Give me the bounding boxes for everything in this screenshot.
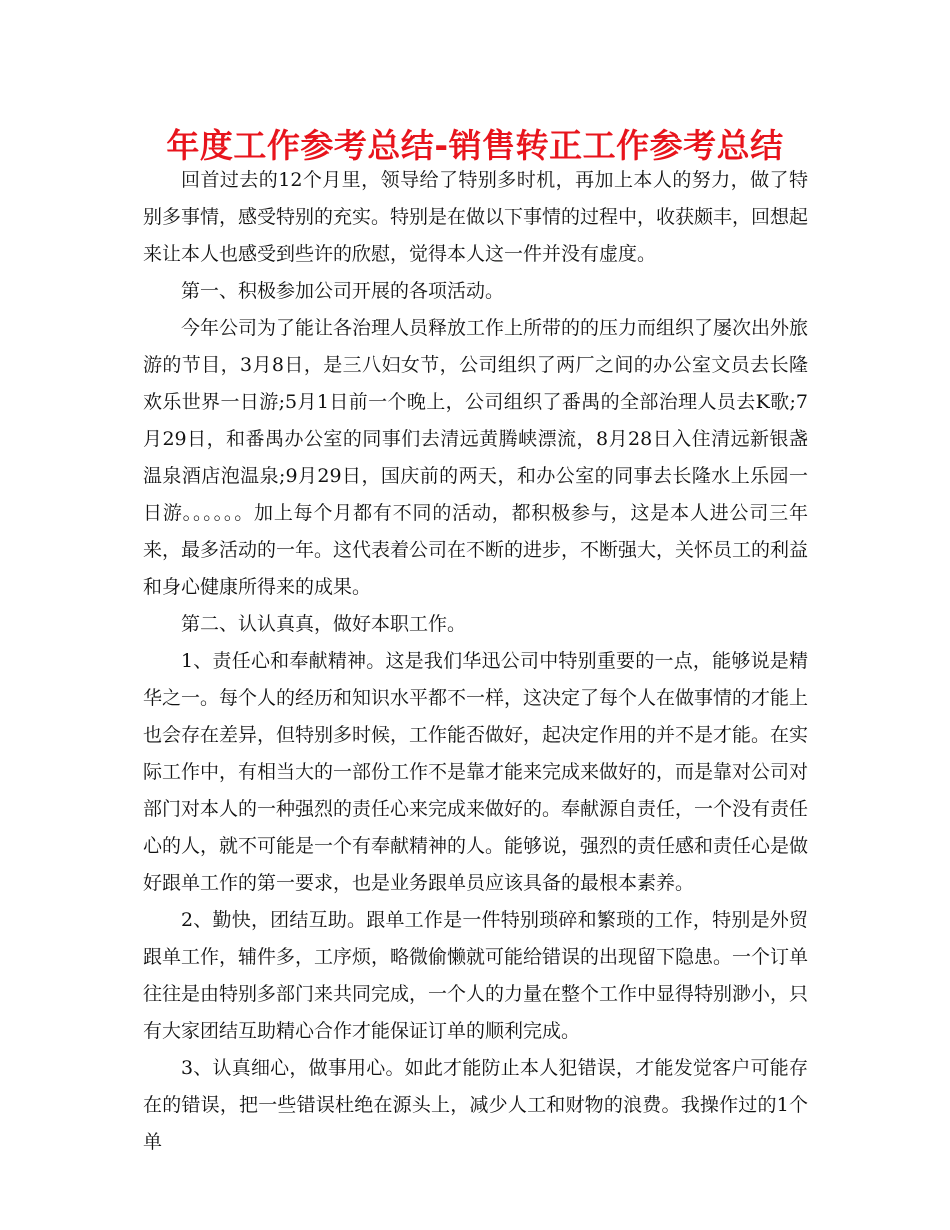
section-heading-1: 第一、积极参加公司开展的各项活动。 bbox=[181, 280, 505, 302]
paragraph-carefulness: 3、认真细心，做事用心。如此才能防止本人犯错误，才能发觉客户可能存在的错误，把一些错误杜绝在源头上，减少人工和财物的浪费。我操作过的1个单 bbox=[143, 1057, 808, 1153]
paragraph-activities: 今年公司为了能让各治理人员释放工作上所带的的压力而组织了屡次出外旅游的节目，3月8日，是三八妇女节，公司组织了两厂之间的办公室文员去长隆欢乐世界一日游;5月1日前一个晚上，公司组织了番禺的全部治理人员去K歌;7月29日，和番禺办公室的同事们去清远黄腾峡漂流，8月28日入住清远新银盏温泉酒店泡温泉;9月29日，国庆前的两天，和办公室的同事去长隆水上乐园一日游。。。。。。加上每个月都有不同的活动，都积极参与，这是本人进公司三年来，最多活动的一年。这代表着公司在不断的进步，不断强大，关怀员工的利益和身心健康所得来的成果。 bbox=[143, 317, 809, 598]
paragraph-intro: 回首过去的12个月里，领导给了特别多时机，再加上本人的努力，做了特别多事情，感受特别的充实。特别是在做以下事情的过程中，收获颇丰，回想起来让本人也感受到些许的欣慰，觉得本人这一件并没有虚度。 bbox=[143, 169, 809, 265]
paragraph-responsibility: 1、责任心和奉献精神。这是我们华迅公司中特别重要的一点，能够说是精华之一。每个人的经历和知识水平都不一样，这决定了每个人在做事情的才能上也会存在差异，但特别多时候，工作能否做好，起决定作用的并不是才能。在实际工作中，有相当大的一部份工作不是靠才能来完成来做好的，而是靠对公司对部门对本人的一种强烈的责任心来完成来做好的。奉献源自责任，一个没有责任心的人，就不可能是一个有奉献精神的人。能够说，强烈的责任感和责任心是做好跟单工作的第一要求，也是业务跟单员应该具备的最根本素养。 bbox=[143, 650, 809, 894]
paragraph-teamwork: 2、勤快，团结互助。跟单工作是一件特别琐碎和繁琐的工作，特别是外贸跟单工作，辅件多，工序烦，略微偷懒就可能给错误的出现留下隐患。一个订单往往是由特别多部门来共同完成，一个人的力量在整个工作中显得特别渺小，只有大家团结互助精心合作才能保证订单的顺利完成。 bbox=[143, 909, 809, 1042]
section-heading-2: 第二、认认真真，做好本职工作。 bbox=[181, 613, 467, 635]
document-body bbox=[143, 162, 808, 1161]
document-title: 年度工作参考总结-销售转正工作参考总结 bbox=[166, 126, 784, 165]
